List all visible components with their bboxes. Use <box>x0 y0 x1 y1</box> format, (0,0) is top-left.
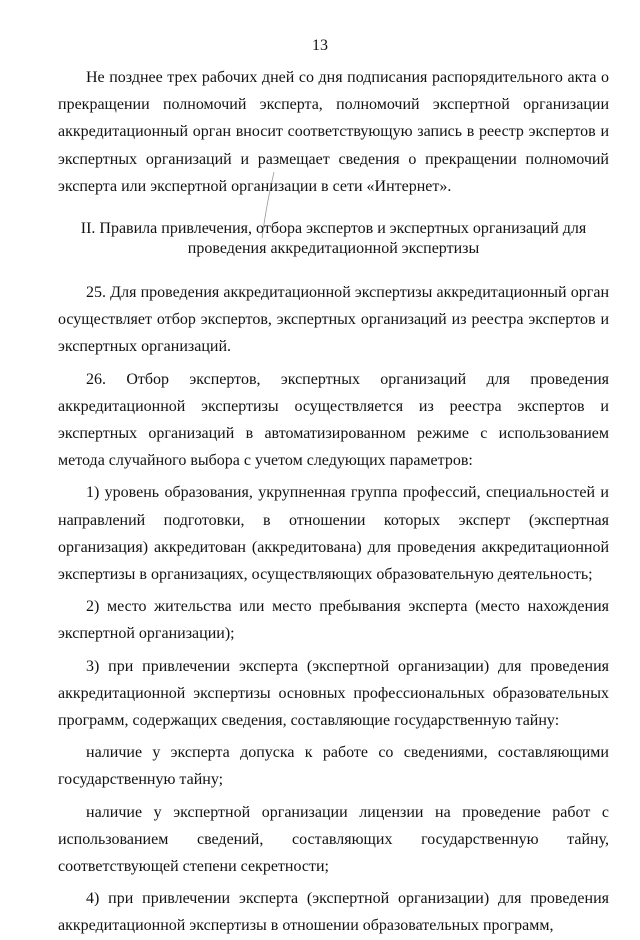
paragraph-25: 25. Для проведения аккредитационной экспертизы аккредитационный орган осуществляет отбор экспертов, экспертных организаций из реестра экспертов и экспертных организаций. <box>58 284 609 356</box>
section-heading <box>58 219 609 259</box>
sub-item-organization-license: наличие у экспертной организации лицензии на проведение работ с использованием сведений, составляющих государственную тайну, соответствующей степени секретности; <box>58 803 609 876</box>
paragraph-26: 26. Отбор экспертов, экспертных организаций для проведения аккредитационной экспертизы осуществляется из реестра экспертов и экспертных организаций в автоматизированном режиме с использованием метода случайного выбора с учетом следующих параметров: <box>58 370 609 470</box>
list-item-4: 4) при привлечении эксперта (экспертной организации) для проведения аккредитационной экспертизы в отношении образовательных программ, <box>58 890 609 935</box>
document-body <box>58 64 609 940</box>
section-heading-line-1: II. Правила привлечения, отбора экспертов и экспертных организаций для <box>80 220 587 238</box>
sub-item-expert-clearance: наличие у эксперта допуска к работе со сведениями, составляющими государственную тайну; <box>58 744 609 789</box>
page-number: 13 <box>312 37 328 54</box>
section-heading-line-2: проведения аккредитационной экспертизы <box>187 240 480 258</box>
list-item-3: 3) при привлечении эксперта (экспертной организации) для проведения аккредитационной экспертизы основных профессиональных образовательных программ, содержащих сведения, составляющие государственную тайну: <box>58 657 609 730</box>
list-item-1: 1) уровень образования, укрупненная группа профессий, специальностей и направлений подготовки, в отношении которых эксперт (экспертная организация) аккредитован (аккредитована) для проведения аккредитационной экспертизы в организациях, осуществляющих образовательную деятельность; <box>58 484 609 584</box>
paragraph-registry-entry: Не позднее трех рабочих дней со дня подписания распорядительного акта о прекращении полномочий эксперта, полномочий экспертной организации аккредитационный орган вносит соответствующую запись в реестр экспертов и экспертных организаций и размещает сведения о прекращении полномочий эксперта или экспертной организации в сети «Интернет». <box>58 69 609 195</box>
list-item-2: 2) место жительства или место пребывания эксперта (место нахождения экспертной организации); <box>58 598 609 643</box>
